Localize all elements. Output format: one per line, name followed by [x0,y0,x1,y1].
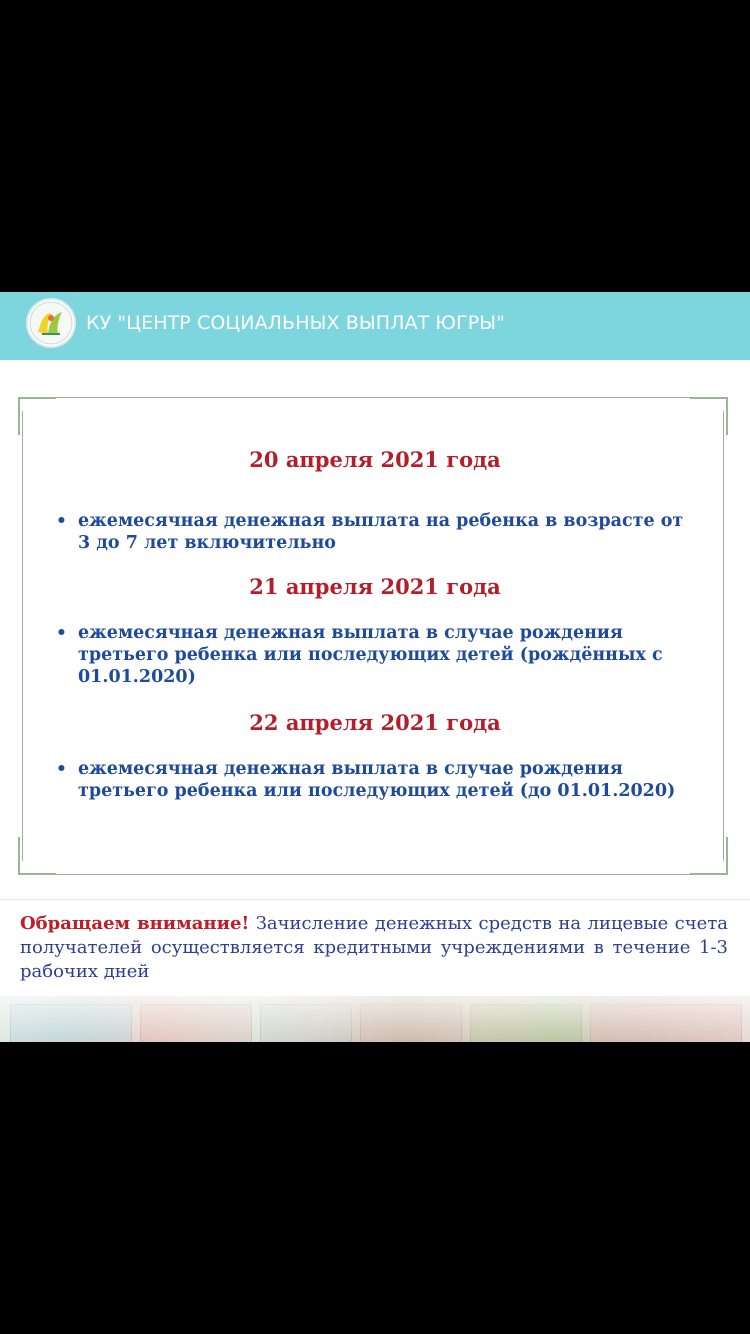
announcement-card [0,292,750,1042]
schedule-date: 22 апреля 2021 года [249,710,501,735]
header-title: КУ "ЦЕНТР СОЦИАЛЬНЫХ ВЫПЛАТ ЮГРЫ" [86,312,505,334]
notice-lead: Обращаем внимание! [20,913,250,934]
notice-text [20,912,728,984]
schedule-date: 20 апреля 2021 года [249,447,501,472]
center-logo-icon [26,298,76,348]
header-bar [0,292,750,360]
banknotes-image [0,996,750,1042]
schedule-date: 21 апреля 2021 года [249,574,501,599]
bullet-icon: • [56,623,67,643]
schedule-item: • ежемесячная денежная выплата в случае рождения третьего ребенка или последующих детей (до 01.01.2020) [56,759,676,801]
bullet-icon: • [56,511,67,531]
divider [0,899,750,900]
notice-body: Зачисление денежных средств на лицевые счета получателей осуществляется кредитными учреждениями в течение 1-3 рабочих дней [20,913,729,982]
schedule-item: • ежемесячная денежная выплата в случае рождения третьего ребенка или последующих детей (рождённых с 01.01.2020) [56,623,663,687]
schedule-item: • ежемесячная денежная выплата на ребенка в возрасте от 3 до 7 лет включительно [56,511,684,553]
bullet-icon: • [56,759,67,779]
